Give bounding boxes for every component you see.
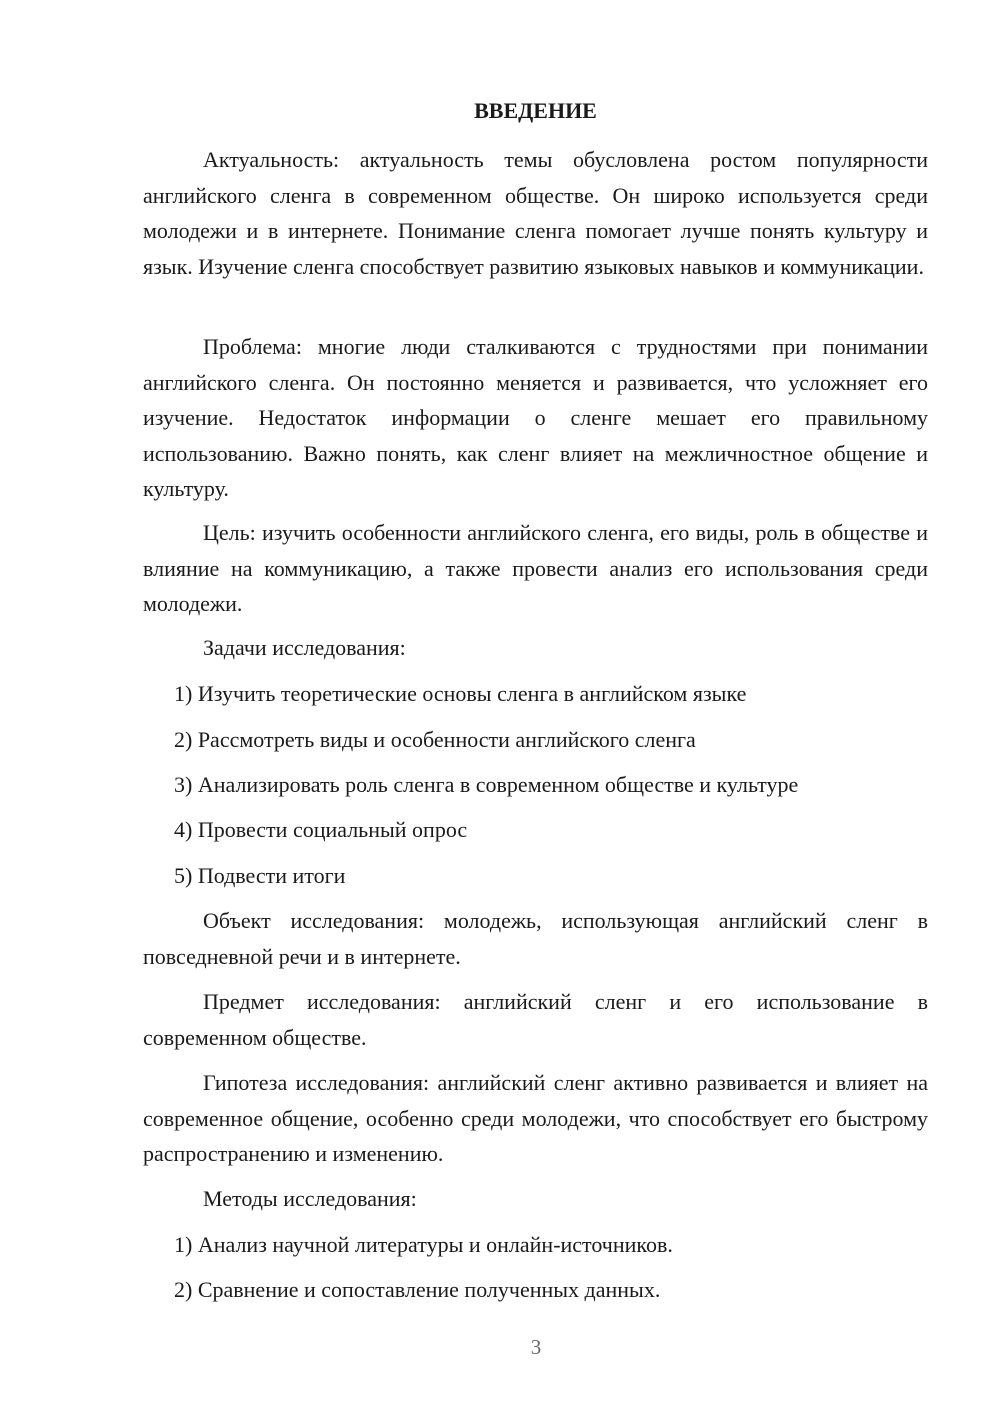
goal-paragraph: Цель: изучить особенности английского сленга, его виды, роль в обществе и влияние на коммуникацию, а также провести анализ его использования среди молодежи. — [143, 520, 928, 616]
tasks-title: Задачи исследования: — [203, 635, 406, 660]
method-item-1: 1) Анализ научной литературы и онлайн-источников. — [174, 1232, 673, 1257]
task-item-2: 2) Рассмотреть виды и особенности английского сленга — [174, 727, 696, 752]
page-number: 3 — [530, 1335, 542, 1359]
methods-title: Методы исследования: — [203, 1186, 417, 1211]
method-item-2: 2) Сравнение и сопоставление полученных данных. — [174, 1277, 661, 1302]
task-item-5: 5) Подвести итоги — [174, 863, 346, 888]
relevance-paragraph: Актуальность: актуальность темы обусловлена ростом популярности английского сленга в современном обществе. Он широко используется среди молодежи и в интернете. Понимание сленга помогает лучше понять культуру и язык. Изучение сленга способствует развитию языковых навыков и коммуникации. — [143, 147, 928, 279]
object-paragraph: Объект исследования: молодежь, использующая английский сленг в повседневной речи и в интернете. — [143, 908, 928, 969]
task-item-1: 1) Изучить теоретические основы сленга в английском языке — [174, 681, 747, 706]
page-heading: ВВЕДЕНИЕ — [474, 98, 597, 123]
task-item-4: 4) Провести социальный опрос — [174, 817, 468, 842]
problem-paragraph: Проблема: многие люди сталкиваются с трудностями при понимании английского сленга. Он постоянно меняется и развивается, что усложняет его изучение. Недостаток информации о сленге мешает его правильному использованию. Важно понять, как сленг влияет на межличностное общение и культуру. — [143, 334, 928, 501]
task-item-3: 3) Анализировать роль сленга в современном обществе и культуре — [174, 772, 799, 797]
subject-paragraph: Предмет исследования: английский сленг и его использование в современном обществе. — [143, 989, 928, 1050]
hypothesis-paragraph: Гипотеза исследования: английский сленг активно развивается и влияет на современное общение, особенно среди молодежи, что способствует его быстрому распространению и изменению. — [143, 1070, 928, 1166]
